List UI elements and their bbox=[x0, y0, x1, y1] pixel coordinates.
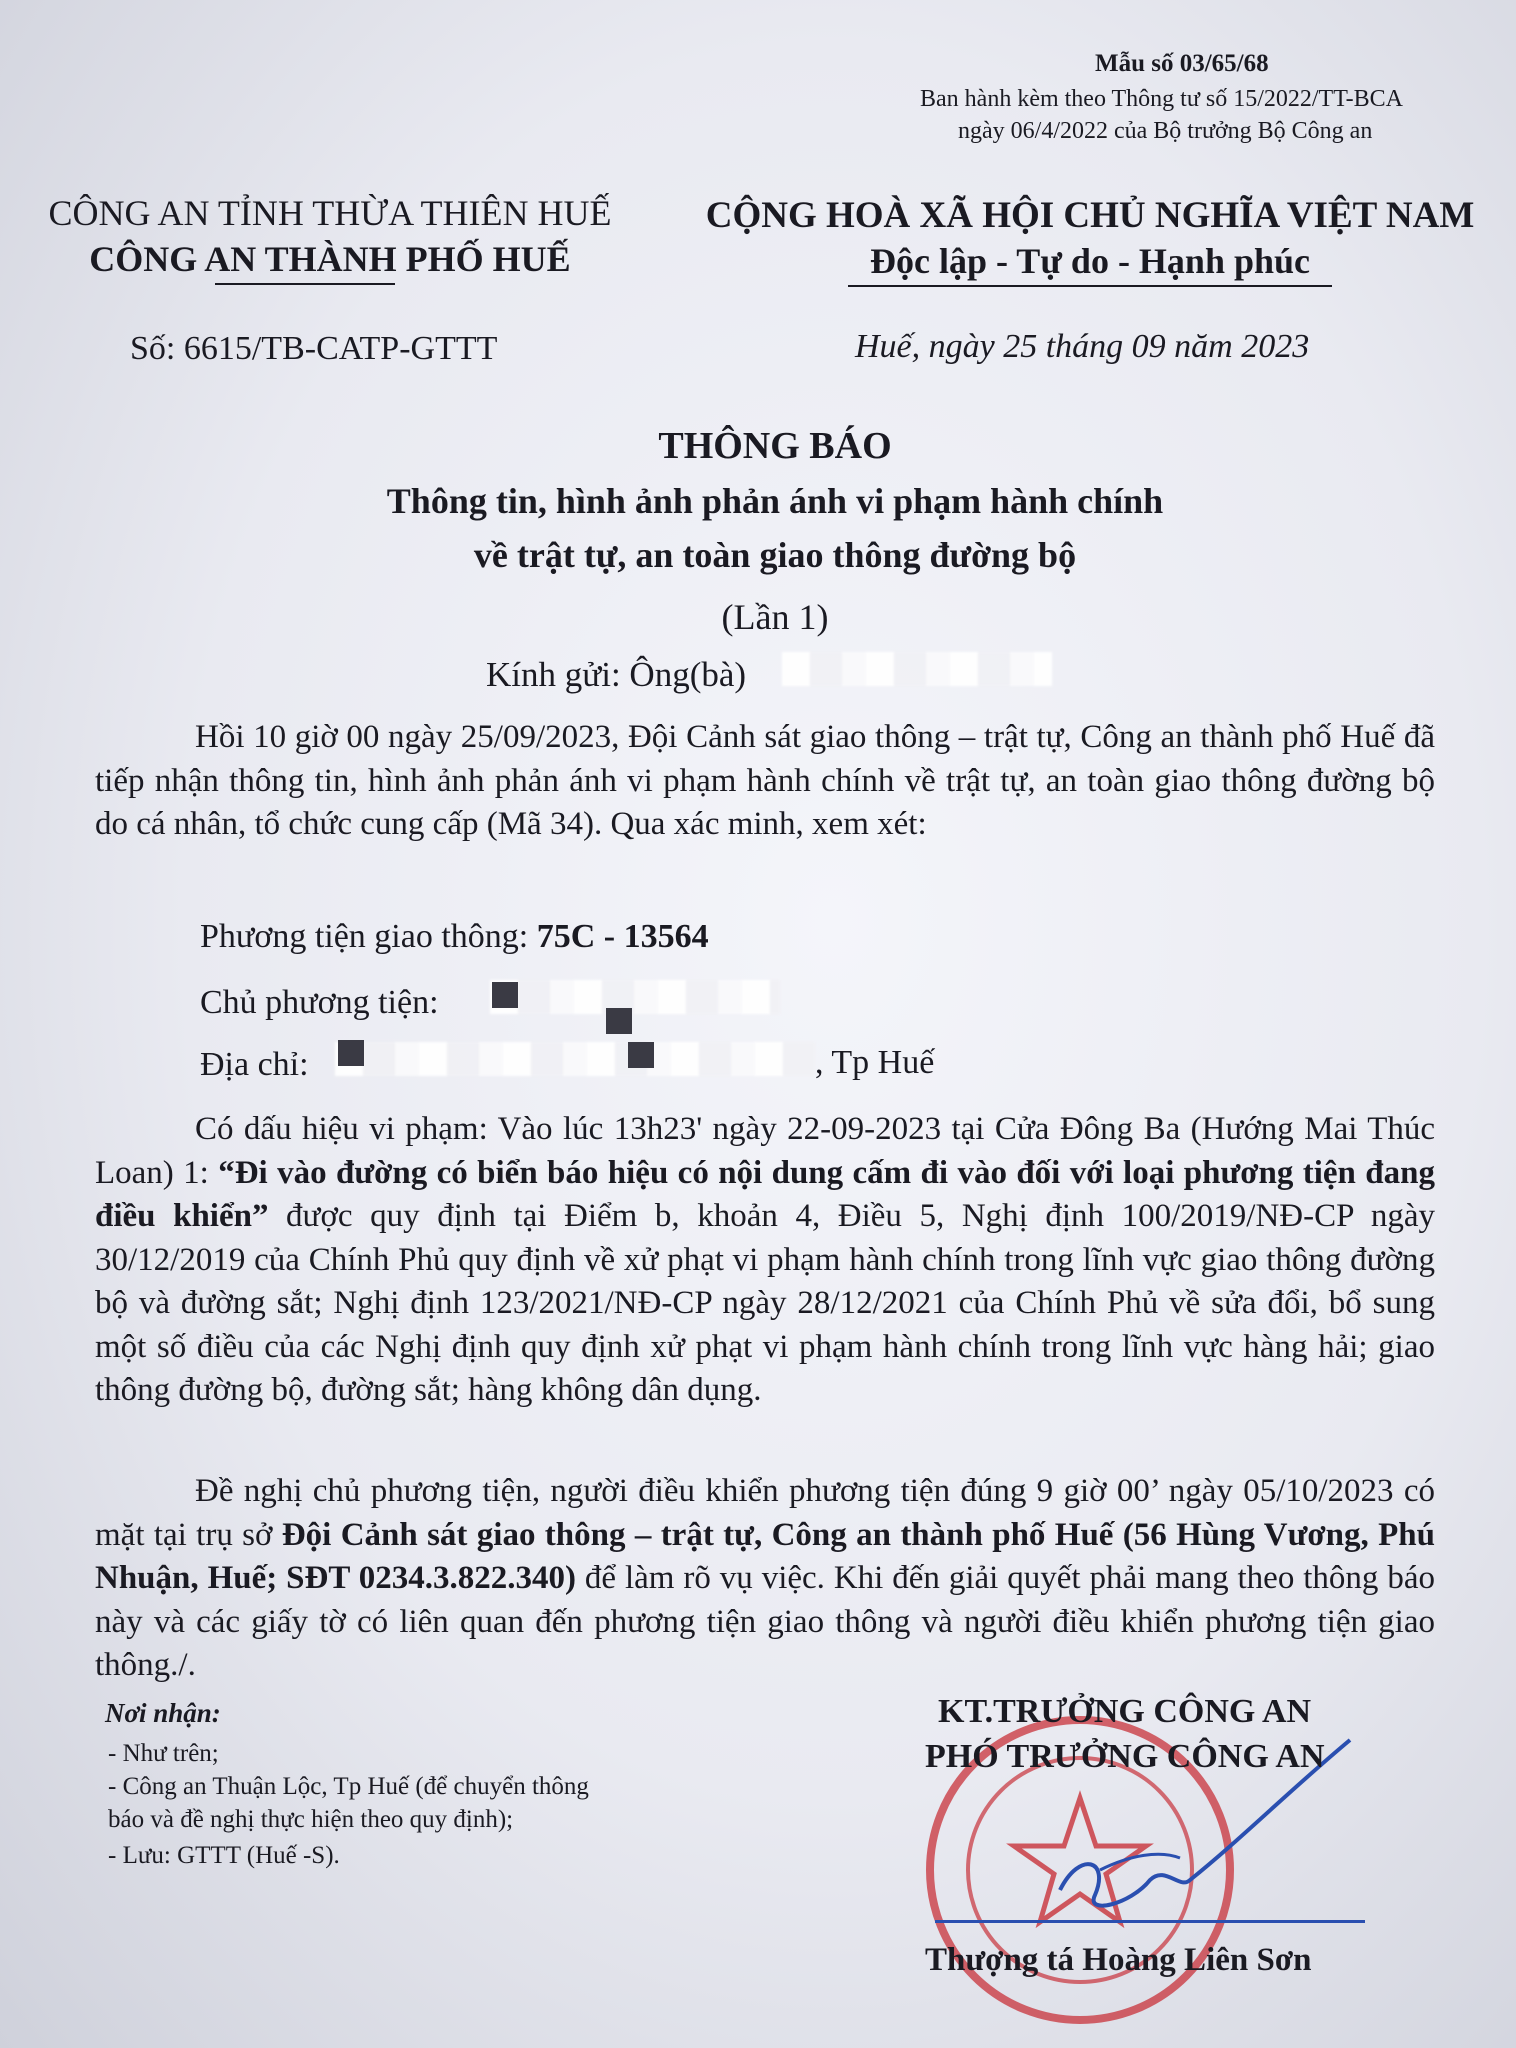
addressee-label: Kính gửi: Ông(bà) bbox=[486, 655, 747, 694]
redacted-address bbox=[335, 1042, 815, 1076]
recipient-item: báo và đề nghị thực hiện theo quy định); bbox=[108, 1806, 514, 1833]
request-intro: Đề nghị chủ phương tiện, người điều khiển phương tiện đúng 9 giờ 00’ ngày 05/10/2023 có mặt tại trụ sở bbox=[95, 1473, 1435, 1553]
agency-underline bbox=[215, 283, 395, 285]
agency-name: CÔNG AN THÀNH PHỐ HUẾ bbox=[89, 239, 571, 279]
doc-round: (Lần 1) bbox=[721, 597, 829, 637]
signature-title-2: PHÓ TRƯỞNG CÔNG AN bbox=[925, 1738, 1325, 1775]
country-name: CỘNG HOÀ XÃ HỘI CHỦ NGHĨA VIỆT NAM bbox=[705, 195, 1475, 236]
redaction-block bbox=[606, 1008, 632, 1034]
form-issued-date: ngày 06/4/2022 của Bộ trưởng Bộ Công an bbox=[958, 118, 1373, 144]
document-number: Số: 6615/TB-CATP-GTTT bbox=[130, 330, 498, 367]
violation-intro: Có dấu hiệu vi phạm: Vào lúc 13h23' ngày 22-09-2023 tại Cửa Đông Ba (Hướng Mai Thúc Loan) 1: bbox=[95, 1111, 1435, 1191]
motto-underline bbox=[848, 285, 1332, 287]
recipient-item: - Như trên; bbox=[108, 1740, 219, 1767]
signature-stroke bbox=[935, 1920, 1365, 1923]
paragraph-violation bbox=[95, 1108, 1435, 1413]
form-number: Mẫu số 03/65/68 bbox=[1095, 50, 1269, 77]
doc-subtitle-2: về trật tự, an toàn giao thông đường bộ bbox=[473, 535, 1077, 575]
owner-label-text: Chủ phương tiện: bbox=[200, 984, 439, 1021]
agency-parent: CÔNG AN TỈNH THỪA THIÊN HUẾ bbox=[48, 193, 612, 233]
recipient-item: - Công an Thuận Lộc, Tp Huế (để chuyển thông bbox=[108, 1773, 589, 1800]
intro-text: Hồi 10 giờ 00 ngày 25/09/2023, Đội Cảnh sát giao thông – trật tự, Công an thành phố Huế đã tiếp nhận thông tin, hình ảnh phản ánh vi phạm hành chính về trật tự, an toàn giao thông đường bộ do cá nhân, tổ chức cung cấp (Mã 34). Qua xác minh, xem xét: bbox=[95, 719, 1435, 842]
signature-title-1: KT.TRƯỞNG CÔNG AN bbox=[938, 1693, 1312, 1730]
redacted-addressee bbox=[782, 652, 1052, 686]
doc-subtitle-1: Thông tin, hình ảnh phản ánh vi phạm hành chính bbox=[386, 481, 1164, 521]
vehicle-line bbox=[200, 918, 709, 956]
address-label: Địa chỉ: bbox=[200, 1046, 309, 1083]
vehicle-label: Phương tiện giao thông: bbox=[200, 918, 537, 955]
place-date: Huế, ngày 25 tháng 09 năm 2023 bbox=[855, 328, 1310, 365]
recipient-item: - Lưu: GTTT (Huế -S). bbox=[108, 1842, 340, 1869]
redaction-block bbox=[628, 1042, 654, 1068]
violation-legal-basis: được quy định tại Điểm b, khoản 4, Điều 5, Nghị định 100/2019/NĐ-CP ngày 30/12/2019 của Chính Phủ quy định về xử phạt vi phạm hành chính trong lĩnh vực giao thông đường bộ và đường sắt; Nghị định 123/2021/NĐ-CP ngày 28/12/2021 của Chính Phủ về sửa đổi, bổ sung một số điều của các Nghị định quy định xử phạt vi phạm hành chính trong lĩnh vực hàng hải; giao thông đường bộ, đường sắt; hàng không dân dụng. bbox=[95, 1198, 1435, 1408]
paragraph-intro bbox=[95, 716, 1435, 847]
form-issued-with: Ban hành kèm theo Thông tư số 15/2022/TT-BCA bbox=[920, 86, 1403, 112]
national-motto: Độc lập - Tự do - Hạnh phúc bbox=[869, 241, 1311, 281]
recipients-label: Nơi nhận: bbox=[105, 1698, 221, 1728]
redaction-block bbox=[338, 1040, 364, 1066]
doc-title: THÔNG BÁO bbox=[658, 425, 892, 467]
vehicle-plate: 75C - 13564 bbox=[536, 918, 709, 955]
violation-description: “Đi vào đường có biển báo hiệu có nội dung cấm đi vào đối với loại phương tiện đang điều khiển” bbox=[95, 1154, 1435, 1234]
signer-name: Thượng tá Hoàng Liên Sơn bbox=[925, 1942, 1312, 1978]
address-suffix: , Tp Huế bbox=[815, 1044, 935, 1081]
redaction-block bbox=[492, 982, 518, 1008]
redacted-owner bbox=[490, 980, 780, 1014]
paragraph-request bbox=[95, 1470, 1435, 1688]
request-location: Đội Cảnh sát giao thông – trật tự, Công an thành phố Huế (56 Hùng Vương, Phú Nhuận, Huế; SĐT 0234.3.822.340) bbox=[95, 1516, 1435, 1596]
owner-label bbox=[200, 984, 439, 1022]
request-rest: để làm rõ vụ việc. Khi đến giải quyết phải mang theo thông báo này và các giấy tờ có liên quan đến phương tiện giao thông và người điều khiển phương tiện giao thông./. bbox=[95, 1560, 1436, 1683]
